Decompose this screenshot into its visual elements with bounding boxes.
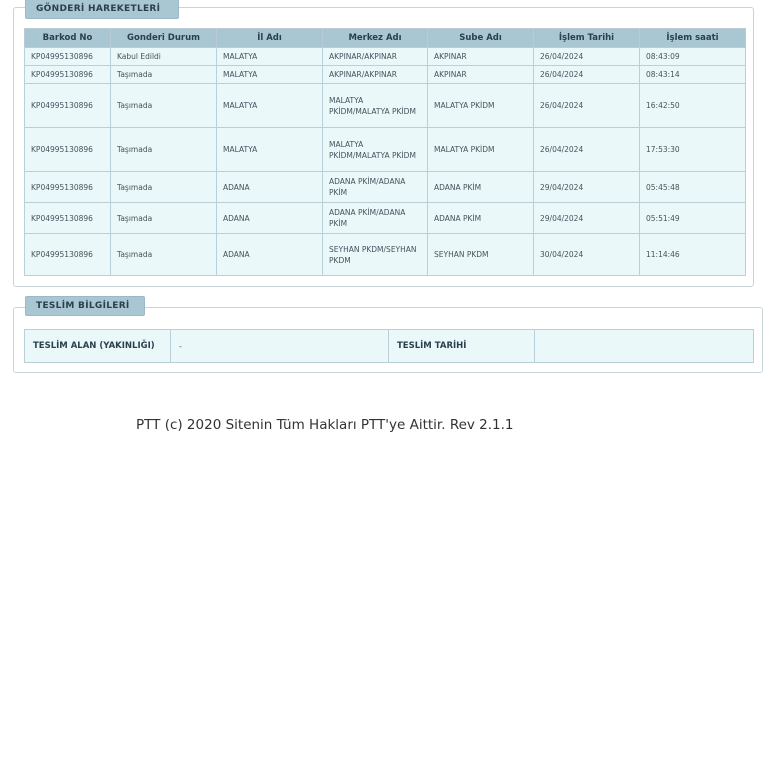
- column-header-city: İl Adı: [217, 29, 323, 48]
- date-cell: 26/04/2024: [534, 84, 640, 128]
- center-cell: ADANA PKİM/ADANA PKİM: [323, 203, 428, 234]
- branch-cell: ADANA PKİM: [428, 203, 534, 234]
- branch-cell: MALATYA PKİDM: [428, 128, 534, 172]
- city-cell: ADANA: [217, 234, 323, 276]
- city-cell: ADANA: [217, 203, 323, 234]
- branch-cell: MALATYA PKİDM: [428, 84, 534, 128]
- center-cell: AKPINAR/AKPINAR: [323, 48, 428, 66]
- date-cell: 26/04/2024: [534, 48, 640, 66]
- barcode-cell: KP04995130896: [25, 172, 111, 203]
- column-header-center: Merkez Adı: [323, 29, 428, 48]
- table-row: [25, 66, 746, 84]
- time-cell: 08:43:14: [640, 66, 746, 84]
- time-cell: 05:51:49: [640, 203, 746, 234]
- center-cell: SEYHAN PKDM/SEYHAN PKDM: [323, 234, 428, 276]
- center-cell: MALATYA PKİDM/MALATYA PKİDM: [323, 128, 428, 172]
- status-cell: Taşımada: [111, 234, 217, 276]
- status-cell: Taşımada: [111, 128, 217, 172]
- status-cell: Taşımada: [111, 203, 217, 234]
- status-cell: Taşımada: [111, 84, 217, 128]
- status-cell: Taşımada: [111, 66, 217, 84]
- status-cell: Kabul Edildi: [111, 48, 217, 66]
- receiver-label: TESLİM ALAN (YAKINLIĞI): [25, 330, 171, 363]
- city-cell: MALATYA: [217, 48, 323, 66]
- date-cell: 26/04/2024: [534, 128, 640, 172]
- branch-cell: ADANA PKİM: [428, 172, 534, 203]
- center-cell: MALATYA PKİDM/MALATYA PKİDM: [323, 84, 428, 128]
- delivery-info-panel: [13, 301, 763, 373]
- city-cell: MALATYA: [217, 66, 323, 84]
- date-cell: 30/04/2024: [534, 234, 640, 276]
- status-cell: Taşımada: [111, 172, 217, 203]
- time-cell: 17:53:30: [640, 128, 746, 172]
- delivery-date-label: TESLİM TARİHİ: [389, 330, 535, 363]
- barcode-cell: KP04995130896: [25, 84, 111, 128]
- table-row: [25, 128, 746, 172]
- center-cell: ADANA PKİM/ADANA PKİM: [323, 172, 428, 203]
- branch-cell: AKPINAR: [428, 66, 534, 84]
- time-cell: 16:42:50: [640, 84, 746, 128]
- city-cell: MALATYA: [217, 84, 323, 128]
- time-cell: 11:14:46: [640, 234, 746, 276]
- barcode-cell: KP04995130896: [25, 234, 111, 276]
- table-row: [25, 234, 746, 276]
- delivery-table: [24, 329, 754, 363]
- column-header-date: İşlem Tarihi: [534, 29, 640, 48]
- column-header-branch: Sube Adı: [428, 29, 534, 48]
- branch-cell: AKPINAR: [428, 48, 534, 66]
- delivery-date-value: [535, 330, 754, 363]
- receiver-value: -: [171, 330, 389, 363]
- table-row: [25, 172, 746, 203]
- shipment-movements-title: GÖNDERİ HAREKETLERİ: [25, 0, 179, 19]
- table-row: [25, 203, 746, 234]
- barcode-cell: KP04995130896: [25, 128, 111, 172]
- branch-cell: SEYHAN PKDM: [428, 234, 534, 276]
- date-cell: 26/04/2024: [534, 66, 640, 84]
- column-header-status: Gonderi Durum: [111, 29, 217, 48]
- table-row: [25, 84, 746, 128]
- table-header-row: [25, 29, 746, 48]
- city-cell: ADANA: [217, 172, 323, 203]
- table-row: [25, 48, 746, 66]
- column-header-time: İşlem saati: [640, 29, 746, 48]
- center-cell: AKPINAR/AKPINAR: [323, 66, 428, 84]
- shipment-movements-panel: [13, 4, 754, 287]
- city-cell: MALATYA: [217, 128, 323, 172]
- movements-table: [24, 28, 746, 276]
- column-header-barcode: Barkod No: [25, 29, 111, 48]
- date-cell: 29/04/2024: [534, 203, 640, 234]
- barcode-cell: KP04995130896: [25, 48, 111, 66]
- barcode-cell: KP04995130896: [25, 203, 111, 234]
- date-cell: 29/04/2024: [534, 172, 640, 203]
- delivery-info-title: TESLİM BİLGİLERİ: [25, 296, 145, 316]
- delivery-row: [25, 330, 754, 363]
- barcode-cell: KP04995130896: [25, 66, 111, 84]
- footer-copyright: PTT (c) 2020 Sitenin Tüm Hakları PTT'ye Aittir. Rev 2.1.1: [136, 417, 514, 433]
- time-cell: 05:45:48: [640, 172, 746, 203]
- time-cell: 08:43:09: [640, 48, 746, 66]
